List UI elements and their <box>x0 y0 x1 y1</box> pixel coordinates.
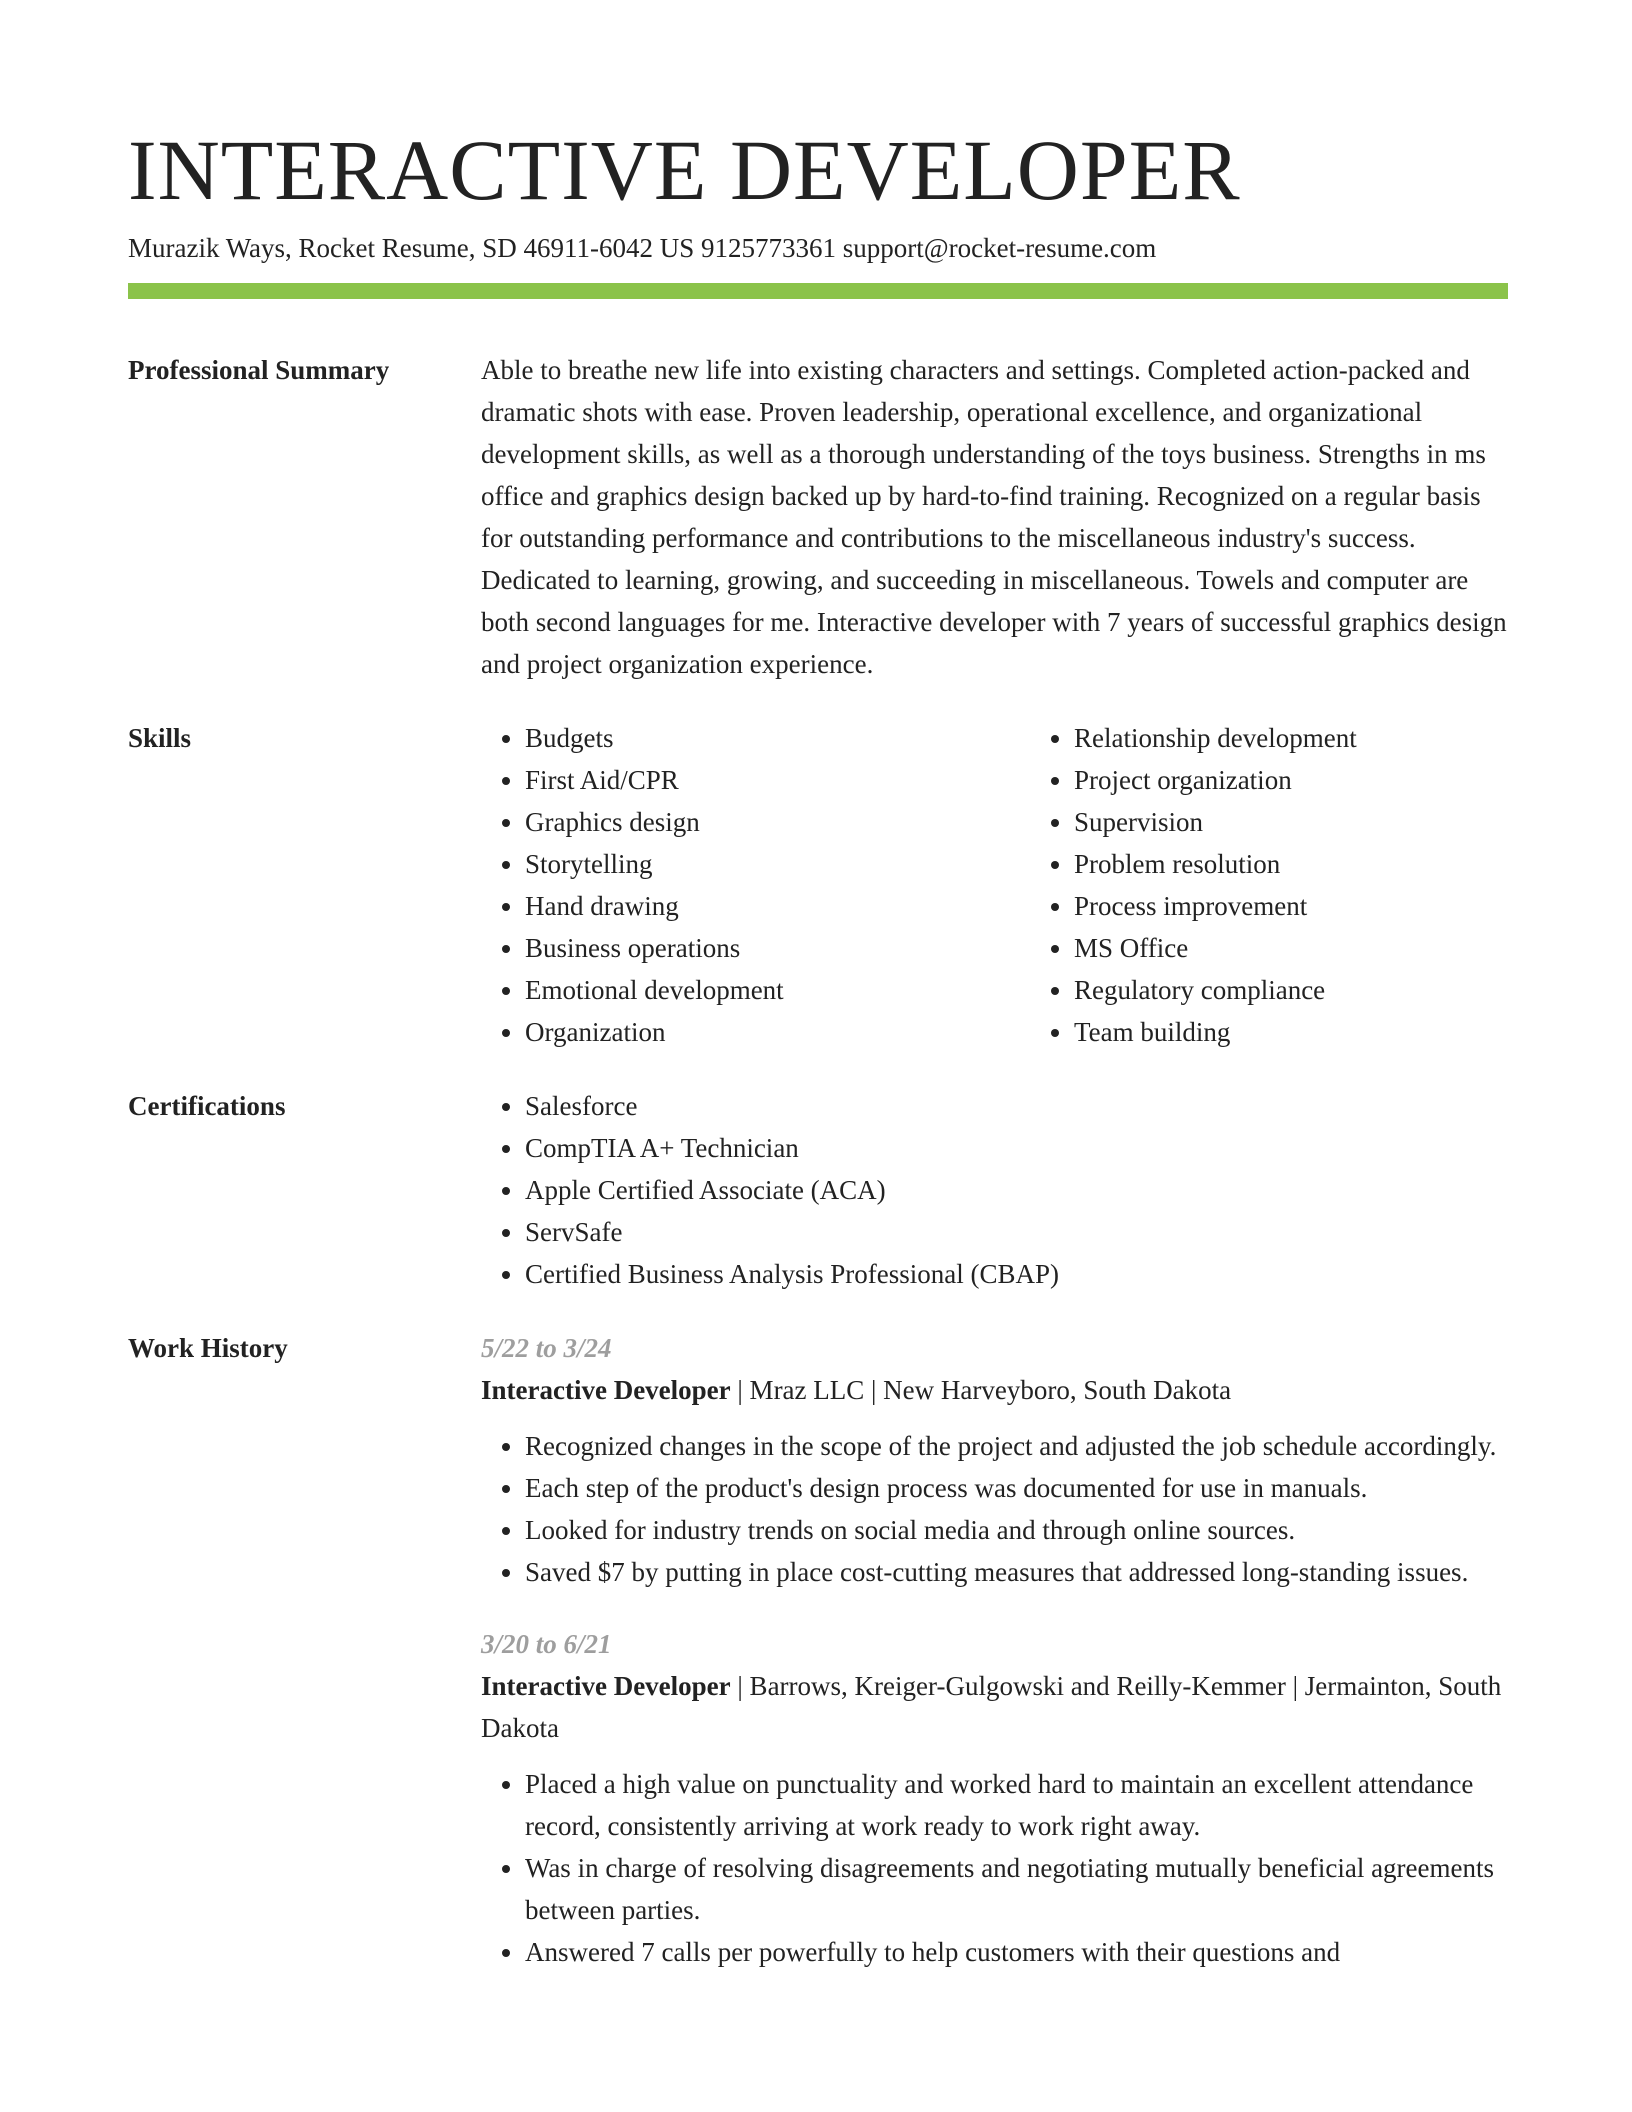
certification-item: • Salesforce <box>525 1085 1508 1127</box>
resume-title: INTERACTIVE DEVELOPER <box>128 122 1241 218</box>
job-entry <box>481 1327 1508 1593</box>
work-history-section <box>128 1327 1508 1973</box>
skills-list-left <box>481 717 1030 1053</box>
certification-item: • Apple Certified Associate (ACA) <box>525 1169 1508 1211</box>
job-title: Interactive Developer <box>481 1375 731 1405</box>
job-heading <box>481 1665 1508 1749</box>
skill-item: • First Aid/CPR <box>525 759 1030 801</box>
job-details: | Mraz LLC | New Harveyboro, South Dakota <box>730 1375 1232 1405</box>
certification-item: • CompTIA A+ Technician <box>525 1127 1508 1169</box>
job-bullet: • Looked for industry trends on social media and through online sources. <box>525 1509 1508 1551</box>
summary-section <box>128 349 1508 685</box>
summary-text: Able to breathe new life into existing characters and settings. Completed action-packed and dramatic shots with ease. Proven leadership, operational excellence, and organizational development skills, as well as a thorough understanding of the toys business. Strengths in ms office and graphics design backed up by hard-to-find training. Recognized on a regular basis for outstanding performance and contributions to the miscellaneous industry's success. Dedicated to learning, growing, and succeeding in miscellaneous. Towels and computer are both second languages for me. Interactive developer with 7 years of successful graphics design and project organization experience. <box>481 355 1507 679</box>
skill-item: • Hand drawing <box>525 885 1030 927</box>
job-bullet: • Was in charge of resolving disagreements and negotiating mutually beneficial agreements between parties. <box>525 1847 1508 1931</box>
skill-item: • Relationship development <box>1074 717 1579 759</box>
certifications-list <box>481 1085 1508 1295</box>
skills-section <box>128 717 1508 1053</box>
certifications-label: Certifications <box>128 1091 286 1121</box>
job-bullet: • Placed a high value on punctuality and worked hard to maintain an excellent attendance record, consistently arriving at work ready to work right away. <box>525 1763 1508 1847</box>
certifications-section <box>128 1085 1508 1295</box>
skill-item: • Organization <box>525 1011 1030 1053</box>
skill-item: • Project organization <box>1074 759 1579 801</box>
skill-item: • MS Office <box>1074 927 1579 969</box>
job-bullet: • Answered 7 calls per powerfully to help customers with their questions and <box>525 1931 1508 1973</box>
skill-item: • Emotional development <box>525 969 1030 1011</box>
job-dates: 3/20 to 6/21 <box>481 1629 612 1659</box>
skill-item: • Supervision <box>1074 801 1579 843</box>
skills-label: Skills <box>128 723 192 753</box>
skill-item: • Problem resolution <box>1074 843 1579 885</box>
skill-item: • Business operations <box>525 927 1030 969</box>
certification-item: • Certified Business Analysis Professional (CBAP) <box>525 1253 1508 1295</box>
certification-item: • ServSafe <box>525 1211 1508 1253</box>
contact-line: Murazik Ways, Rocket Resume, SD 46911-6042 US 9125773361 support@rocket-resume.com <box>128 233 1157 263</box>
job-entry <box>481 1623 1508 1973</box>
job-title: Interactive Developer <box>481 1671 731 1701</box>
skill-item: • Budgets <box>525 717 1030 759</box>
job-bullet: • Each step of the product's design process was documented for use in manuals. <box>525 1467 1508 1509</box>
certifications-body <box>481 1085 1508 1295</box>
resume-page <box>128 120 1508 1973</box>
work-history-body <box>481 1327 1508 1973</box>
job-bullet: • Saved $7 by putting in place cost-cutting measures that addressed long-standing issues. <box>525 1551 1508 1593</box>
skill-item: • Graphics design <box>525 801 1030 843</box>
work-history-label: Work History <box>128 1333 288 1363</box>
summary-label: Professional Summary <box>128 355 390 385</box>
job-details: | Barrows, Kreiger-Gulgowski and Reilly-Kemmer | Jermainton, South Dakota <box>481 1671 1502 1743</box>
skill-item: • Storytelling <box>525 843 1030 885</box>
job-bullets <box>481 1425 1508 1593</box>
job-bullets <box>481 1763 1508 1973</box>
job-bullet: • Recognized changes in the scope of the project and adjusted the job schedule accordingly. <box>525 1425 1508 1467</box>
skill-item: • Team building <box>1074 1011 1579 1053</box>
job-heading <box>481 1369 1508 1411</box>
job-dates: 5/22 to 3/24 <box>481 1333 612 1363</box>
skills-columns <box>481 717 1579 1053</box>
skills-list-right <box>1030 717 1579 1053</box>
skill-item: • Regulatory compliance <box>1074 969 1579 1011</box>
accent-divider <box>128 283 1508 299</box>
skill-item: • Process improvement <box>1074 885 1579 927</box>
